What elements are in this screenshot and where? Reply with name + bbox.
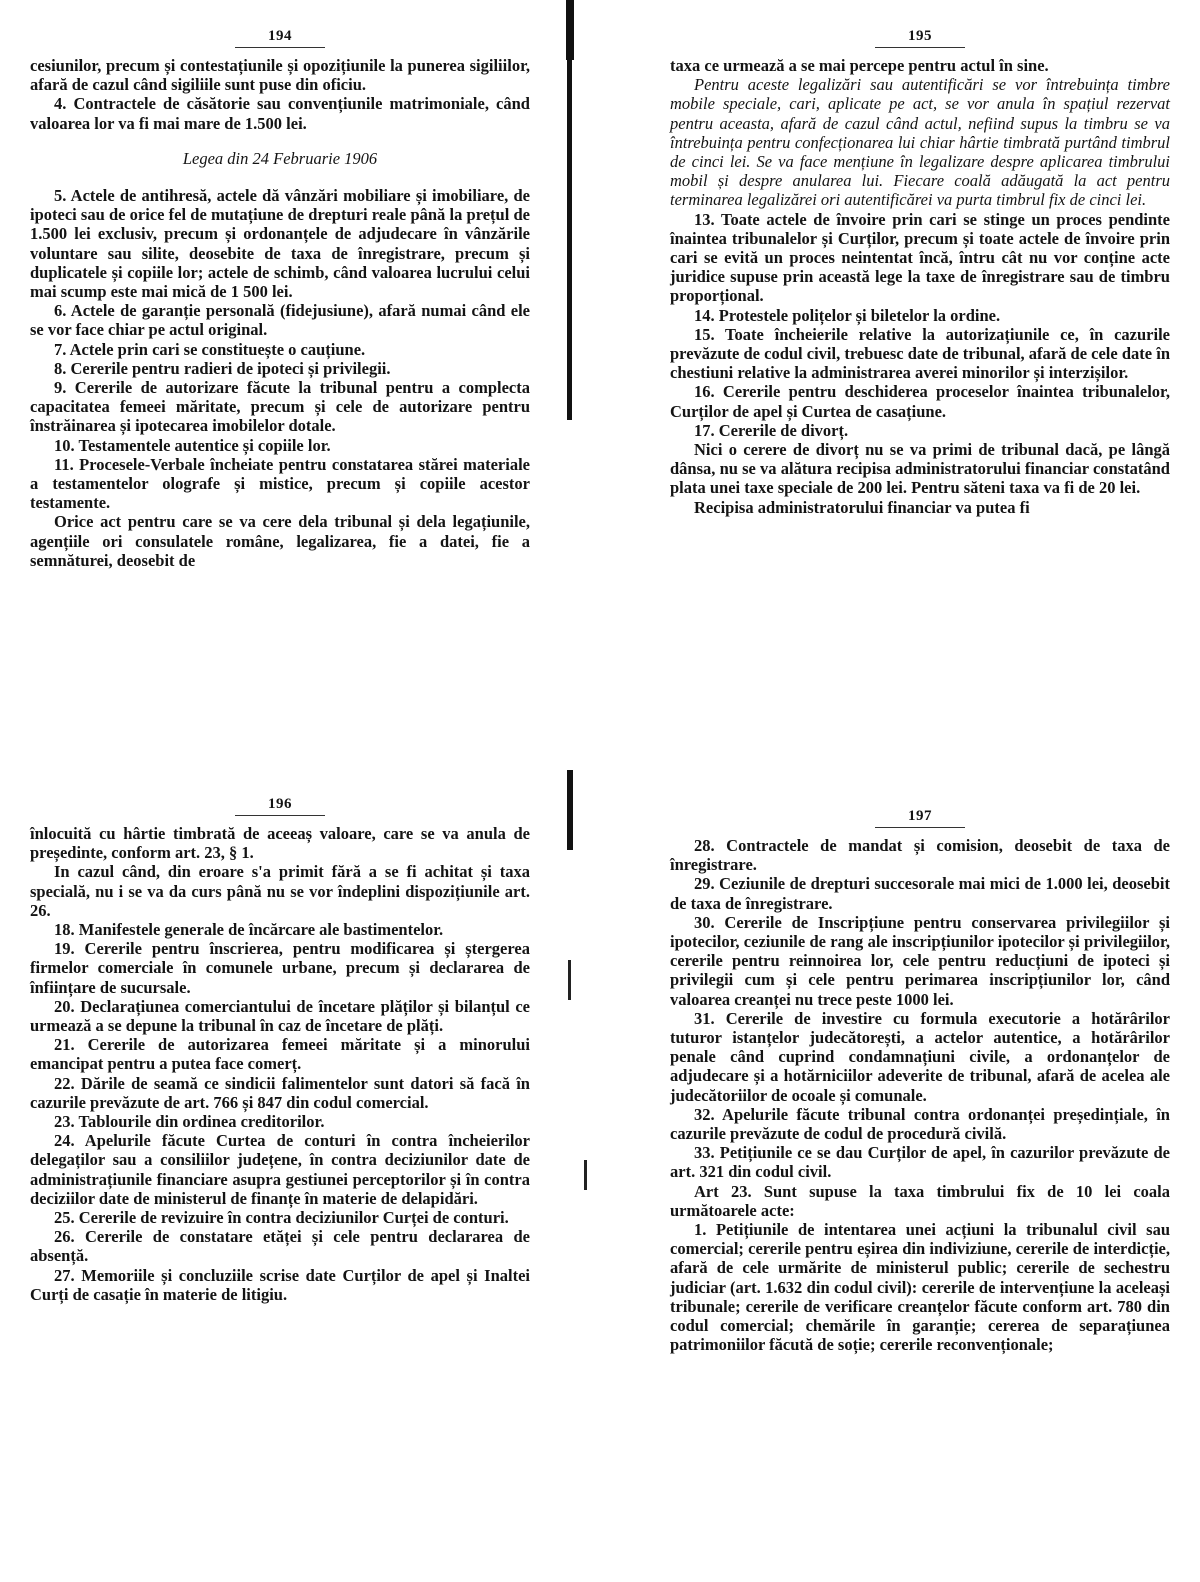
page-body <box>670 56 1170 517</box>
paragraph: 8. Cererile pentru radieri de ipoteci și privilegii. <box>54 358 391 378</box>
binding-gutter <box>567 60 572 420</box>
paragraph: In cazul când, din eroare s'a primit fără a se fi achitat și taxa specială, nu i se va da curs până nu se vor îndeplini dispozițiunile art. 26. <box>30 862 530 920</box>
paragraph: 27. Memoriile și concluziile scrise date Curților de apel și Inaltei Curți de casație în materie de litigiu. <box>30 1265 530 1304</box>
paragraph: taxa ce urmează a se mai percepe pentru actul în sine. <box>670 56 1049 75</box>
paragraph: 28. Contractele de mandat și comision, deosebit de taxa de înregistrare. <box>670 836 1170 875</box>
paragraph: 10. Testamentele autentice și copiile lor. <box>54 435 331 455</box>
paragraph: 4. Contractele de căsătorie sau convențiunile matrimoniale, când valoarea lor va fi mai mare de 1.500 lei. <box>30 94 530 133</box>
paragraph: 22. Dările de seamă ce sindicii falimentelor sunt datori să facă în cazurile prevăzute de art. 766 și 847 din codul comercial. <box>30 1073 530 1112</box>
paragraph: Pentru aceste legalizări sau autentificări se vor întrebuința timbre mobile speciale, cari, aplicate pe act, se vor anula în spațiul rezervat pentru aceasta, afară de cazul când actul, nefiind supus la timbru se va întrebuința pentru confecționarea lui chiar hârtie timbrată purtând timbrul de cinci lei. Se va face mențiune în legalizare despre aplicarea timbrului mobil și despre anularea lui. Fiecare coală adăugată la act pentru terminarea legalizărei ori autentificărei va purta timbrul fix de cinci lei. <box>670 75 1170 210</box>
paragraph: 6. Actele de garanție personală (fidejusiune), afară numai când ele se vor face chiar pe actul original. <box>30 301 530 340</box>
page-right-top <box>670 28 1170 517</box>
paragraph: 33. Petițiunile ce se dau Curților de apel, în cazurilor prevăzute de art. 321 din codul civil. <box>670 1143 1170 1182</box>
scan-speck <box>568 960 571 1000</box>
paragraph: 18. Manifestele generale de încărcare ale bastimentelor. <box>54 920 444 940</box>
binding-gutter <box>566 0 574 60</box>
paragraph: 29. Ceziunile de drepturi succesorale mai mici de 1.000 lei, deosebit de taxa de înregistrare. <box>670 874 1170 913</box>
paragraph: 7. Actele prin cari se constituește o cauțiune. <box>54 339 366 359</box>
paragraph: 25. Cererile de revizuire în contra deciziunilor Curței de conturi. <box>54 1208 509 1228</box>
paragraph: 17. Cererile de divorț. <box>694 420 849 440</box>
page-right-bottom <box>670 808 1170 1354</box>
paragraph: 32. Apelurile făcute tribunal contra ordonanței președințiale, în cazurile prevăzute de codul de procedură civilă. <box>670 1104 1170 1144</box>
page-body <box>30 56 530 570</box>
paragraph: 9. Cererile de autorizare făcute la tribunal pentru a complecta capacitatea femeei măritate, precum și cele de autorizare pentru înstrăinarea și ipotecarea imobilelor dotale. <box>30 378 530 436</box>
paragraph: 13. Toate actele de învoire prin cari se stinge un proces pendinte înaintea tribunalelor și Curților, precum și toate actele de învoire prin cari se evită un proces neintentat încă, întru cât nu vor conține acte juridice supuse prin această lege la taxe de înregistrare sau de timbru proporțional. <box>670 209 1170 306</box>
page-left-top <box>30 28 530 570</box>
paragraph: 11. Procesele-Verbale încheiate pentru constatarea stărei materiale a testamentelor olografe și mistice, precum și copiile acestor testamente. <box>30 454 530 513</box>
paragraph: 23. Tablourile din ordinea creditorilor. <box>54 1112 325 1132</box>
page-body <box>670 836 1170 1354</box>
paragraph: 5. Actele de antihresă, actele dă vânzări mobiliare și imobiliare, de ipoteci sau de orice fel de mutațiune de drepturi reale până la prețul de 1.500 lei exclusiv, precum și ordonanțele de adjudecare în vânzările voluntare sau silite, deosebite de taxa de înregistrare, precum și duplicatele și copiile lor; actele de schimb, când valoarea lucrului celui mai scump este mai mică de 1 500 lei. <box>30 186 530 302</box>
page-number: 196 <box>30 796 530 816</box>
paragraph: Orice act pentru care se va cere dela tribunal și dela legațiunile, agențiile ori consulatele române, legalizarea, fie a datei, fie a semnăturei, deosebit de <box>30 512 530 570</box>
paragraph: 1. Petițiunile de intentarea unei acțiuni la tribunalul civil sau comercial; cererile pentru eșirea din indiviziune, cererile de interdicție, afară de cele urmărite de ministerul public; cererile de sechestru judiciar (art. 1.632 din codul civil): cererile de intervențiune la aceleași tribunale; cererile de verificare creanțelor făcute conform art. 780 din codul comercial; chemările în garanție; cererea de separațiunea patrimoniilor făcută de soție; cererile reconvenționale; <box>670 1220 1170 1355</box>
page-number: 195 <box>670 28 1170 48</box>
paragraph: înlocuită cu hârtie timbrată de aceeaș valoare, care se va anula de președinte, conform art. 23, § 1. <box>30 824 530 863</box>
paragraph: 30. Cererile de Inscripțiune pentru conservarea privilegiilor și ipotecilor, ceziunile de rang ale inscripțiunilor ipotecilor și privilegiilor, cererile pentru reinnoirea lor, cele pentru reducțiuni de ipoteci și privilegii cum și cele pentru perimarea inscripțiunilor lor, când valoarea creanței nu trece peste 1000 lei. <box>670 912 1170 1009</box>
paragraph: 31. Cererile de investire cu formula executorie a hotărârilor tuturor istanțelor judecătorești, a actelor autentice, a hotărârilor penale când cuprind condamnațiuni civile, a ordonanțelor de adjudecare și a hotărniciilor adeverite de tribunal, afară de acelea ale judecătoriilor de ocoale și comunale. <box>670 1008 1170 1105</box>
paragraph: 26. Cererile de constatare etăței și cele pentru declararea de absență. <box>30 1227 530 1266</box>
page-body <box>30 824 530 1304</box>
scan-speck <box>584 1160 587 1190</box>
paragraph: 14. Protestele polițelor și biletelor la ordine. <box>694 305 1001 325</box>
paragraph: 20. Declarațiunea comerciantului de încetare plăților și bilanțul ce urmează a se depune la tribunal în caz de încetare de plăți. <box>30 996 530 1036</box>
paragraph: 15. Toate încheierile relative la autorizațiunile ce, în cazurile prevăzute de codul civil, trebuesc date de tribunal, afară de cele date în chestiuni relative la administrarea averei minorilor și interzișilor. <box>670 324 1170 383</box>
section-heading: Legea din 24 Februarie 1906 <box>182 148 378 168</box>
paragraph: 16. Cererile pentru deschiderea proceselor înaintea tribunalelor, Curților de apel și Curtea de casațiune. <box>670 382 1170 421</box>
paragraph: 24. Apelurile făcute Curtea de conturi în contra încheierilor delegaților sau a consiliilor județene, în contra deciziunilor date de administrațiunile financiare asupra gestiunei perceptorilor și în contra deciziilor date de ministerul de finanțe în materie de delapidări. <box>30 1131 530 1208</box>
page-number: 197 <box>670 808 1170 828</box>
binding-gutter <box>567 770 573 850</box>
page-left-bottom <box>30 796 530 1304</box>
paragraph: 21. Cererile de autorizarea femeei măritate și a minorului emancipat pentru a putea face comerț. <box>30 1035 530 1074</box>
paragraph: cesiunilor, precum și contestațiunile și opozițiunile la punerea sigiliilor, afară de cazul când sigiliile sunt puse din oficiu. <box>30 56 530 95</box>
page-number: 194 <box>30 28 530 48</box>
paragraph: Art 23. Sunt supuse la taxa timbrului fix de 10 lei coala următoarele acte: <box>670 1181 1170 1220</box>
paragraph: Nici o cerere de divorț nu se va primi de tribunal dacă, pe lângă dânsa, nu se va alătura recipisa administratorului financiar constatând plata unei taxe speciale de 200 lei. Pentru săteni taxa va fi de 20 lei. <box>670 440 1170 498</box>
paragraph: 19. Cererile pentru înscrierea, pentru modificarea și ștergerea firmelor comerciale în comunele urbane, precum și declararea de înființare de sucursale. <box>30 939 530 997</box>
paragraph: Recipisa administratorului financiar va putea fi <box>694 497 1030 517</box>
